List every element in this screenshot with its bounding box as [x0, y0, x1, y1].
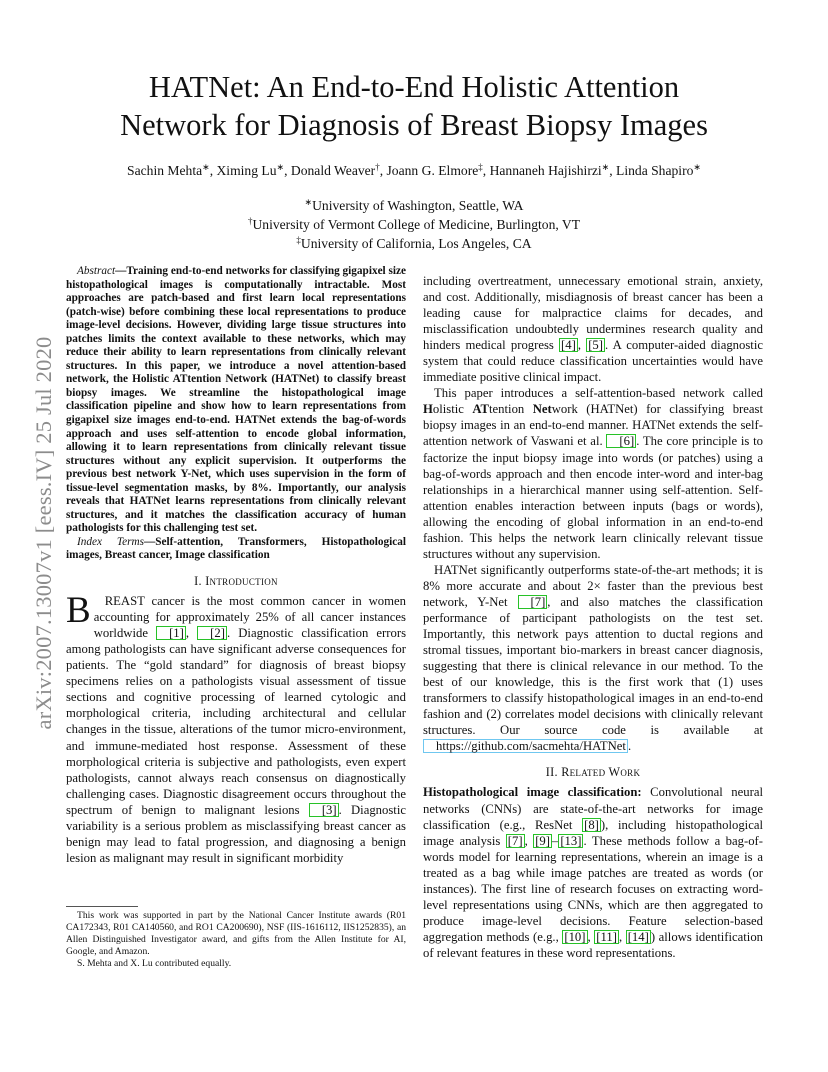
related-work-paragraph: Histopathological image classification: Convolutional neural networks (CNNs) are state-of-the-art networks for image classification (e.g., ResNet [8] ), including histopathological image analysis [7] , [9] – [13] . These methods follow a bag-of-words model for learning representations, wherein an image is a treated as a bag while image patches are treated as words (or instances). The first line of research focuses on extracting word-level representations using CNNs, which are then aggregated to produce image-level decisions. Feature selection-based aggregation methods (e.g., [10] , [11] , [14] ) allows identification of relevant features in these word representations. — [423, 785, 764, 960]
footnotes — [66, 910, 406, 970]
intro-paragraph-2: This paper introduces a self-attention-based network called Holistic ATtention Network (HATNet) for classifying breast biopsy images in an end-to-end manner. HATNet extends the self-attention network of Vaswani et al. [6] . The core principle is to factorize the input biopsy image into words (or patches) using a bag-of-words approach and then encode inter-word and inter-bag relationships in a hierarchical manner using self-attention. Self-attention enables interaction between inputs (bags or words), allowing the encoding of global information in an end-to-end fashion. This helps the network learn clinically relevant tissue structures without any supervision. — [423, 386, 763, 561]
section-heading-related-work: II. Related Work — [545, 765, 641, 780]
intro-paragraph-1-continued: including overtreatment, unnecessary emotional strain, anxiety, and cost. Additionally, misdiagnosis of breast cancer has been a leading cause for malpractice claims for decades, and misclassification undoubtedly undermines research quality and hinders medical progress [4] , [5] . A computer-aided diagnostic system that could reduce classification uncertainties would have immediate positive clinical impact. — [423, 274, 763, 385]
source-code-url-link[interactable]: https://github.com/sacmehta/HATNet — [423, 739, 628, 753]
left-column — [66, 265, 406, 866]
right-column — [423, 273, 763, 961]
citation-link[interactable]: [7] — [518, 595, 548, 609]
citation-link[interactable]: [13] — [560, 833, 582, 848]
abstract: Abstract—Training end-to-end networks for classifying gigapixel size histopathological images is computationally intractable. Most approaches are patch-based and first learn local representations (patch-wise) before combining these local representations to produce image-level decisions. However, dividing large tissue structures into patches limits the context available to these networks, which may reduce their ability to learn representations from clinically relevant structures. In this paper, we introduce a novel attention-based network, the Holistic ATtention Network (HATNet) to classify breast biopsy images. We streamline the histopathological image classification pipeline and show how to learn representations from gigapixel size images end-to-end. HATNet extends the bag-of-words approach and uses self-attention to encode global information, allowing it to learn representations from clinically relevant tissue structures without any explicit supervision. It outperforms the previous best network Y-Net, which uses supervision in the form of tissue-level segmentation masks, by 8%. Importantly, our analysis reveals that HATNet learns representations from clinically relevant structures, and it matches the classification accuracy of human pathologists for this challenging test set. — [66, 265, 406, 535]
paragraph-lead-heading: Histopathological image classification: — [423, 785, 642, 800]
citation-link[interactable]: [3] — [309, 803, 339, 817]
author-list — [0, 162, 828, 180]
affiliations — [0, 196, 828, 253]
author: Hannaneh Hajishirzi∗, — [489, 162, 617, 178]
section-heading-introduction: I. Introduction — [194, 574, 278, 589]
arxiv-side-label: arXiv:2007.13007v1 [eess.IV] 25 Jul 2020 — [31, 336, 56, 730]
footnote-funding: This work was supported in part by the National Cancer Institute awards (R01 CA172343, R01 CA140560, and RO1 CA200690), NSF (IIS-1616112, IIS1252835), an Allen Distinguished Investigator award, and gifts from the Allen Institute for AI, Google, and Amazon. — [66, 910, 406, 957]
affiliation: †University of Vermont College of Medicine, Burlington, VT — [247, 216, 581, 232]
citation-link[interactable]: [6] — [606, 434, 636, 448]
author: Ximing Lu∗, — [216, 162, 291, 178]
author: Donald Weaver†, — [290, 162, 387, 178]
intro-paragraph-1: B REAST cancer is the most common cancer in women accounting for approximately 25% of all cancer instances worldwide [1] , [2] . Diagnostic classification errors among pathologists can have significant adverse consequences for patients. The “gold standard” for diagnosis of breast biopsy specimens relies on a pathologists visual assessment of tissue sections and cognitive processing of learned cytologic and morphological criteria, including architectural and cellular changes in the tissue, alterations of the tumor micro-environment, and immune-mediated host response. Assessment of these morphological criteria is subjective and pathologists, even expert pathologists, cannot always reach consensus on diagnostically challenging cases. Diagnostic disagreement occurs throughout the spectrum of benign to malignant lesions [3] . Diagnostic variability is a serious problem as misclassifying breast cancer as benign may lead to fatal progression, and diagnosing a benign lesion as malignant may result in significant morbidity — [66, 593, 406, 866]
affiliation: ‡University of California, Los Angeles, CA — [296, 235, 532, 251]
citation-link[interactable]: [7] — [507, 833, 523, 848]
author: Joann G. Elmore‡, — [386, 162, 490, 178]
footnote-rule — [66, 906, 138, 907]
affiliation: ∗University of Washington, Seattle, WA — [304, 197, 524, 213]
citation-link[interactable]: [14] — [627, 929, 649, 944]
citation-link[interactable]: [10] — [564, 929, 586, 944]
citation-link[interactable]: [1] — [156, 626, 186, 640]
author: Sachin Mehta∗, — [127, 162, 217, 178]
citation-link[interactable]: [5] — [588, 338, 603, 353]
author: Linda Shapiro∗ — [616, 162, 701, 178]
citation-link[interactable]: [11] — [596, 929, 617, 944]
footnote-equal-contribution: S. Mehta and X. Lu contributed equally. — [77, 958, 232, 969]
citation-link[interactable]: [8] — [584, 817, 599, 832]
index-terms: Index Terms—Self-attention, Transformers, Histopathological images, Breast cancer, Image classification — [66, 535, 406, 562]
intro-paragraph-3: HATNet significantly outperforms state-of-the-art methods; it is 8% more accurate and about 2× faster than the previous best network, Y-Net [7] , and also matches the classification performance of participant pathologists on the test set. Importantly, this network pays attention to ductal regions and stromal tissues, important bio-markers in breast cancer diagnosis, suggesting that there is clinical relevance in our method. To the best of our knowledge, this is the first work that (1) uses transformers to classify histopathological images in an end-to-end fashion and (2) correlates model decisions with clinically relevant structures. Our source code is available at https://github.com/sacmehta/HATNet . — [423, 562, 764, 754]
paper-title — [0, 68, 828, 144]
citation-link[interactable]: [2] — [197, 626, 227, 640]
citation-link[interactable]: [9] — [535, 833, 550, 848]
title-line-2: Network for Diagnosis of Breast Biopsy Images — [120, 108, 708, 142]
title-line-1: HATNet: An End-to-End Holistic Attention — [148, 70, 680, 104]
drop-cap: B — [66, 590, 91, 632]
citation-link[interactable]: [4] — [561, 338, 576, 353]
